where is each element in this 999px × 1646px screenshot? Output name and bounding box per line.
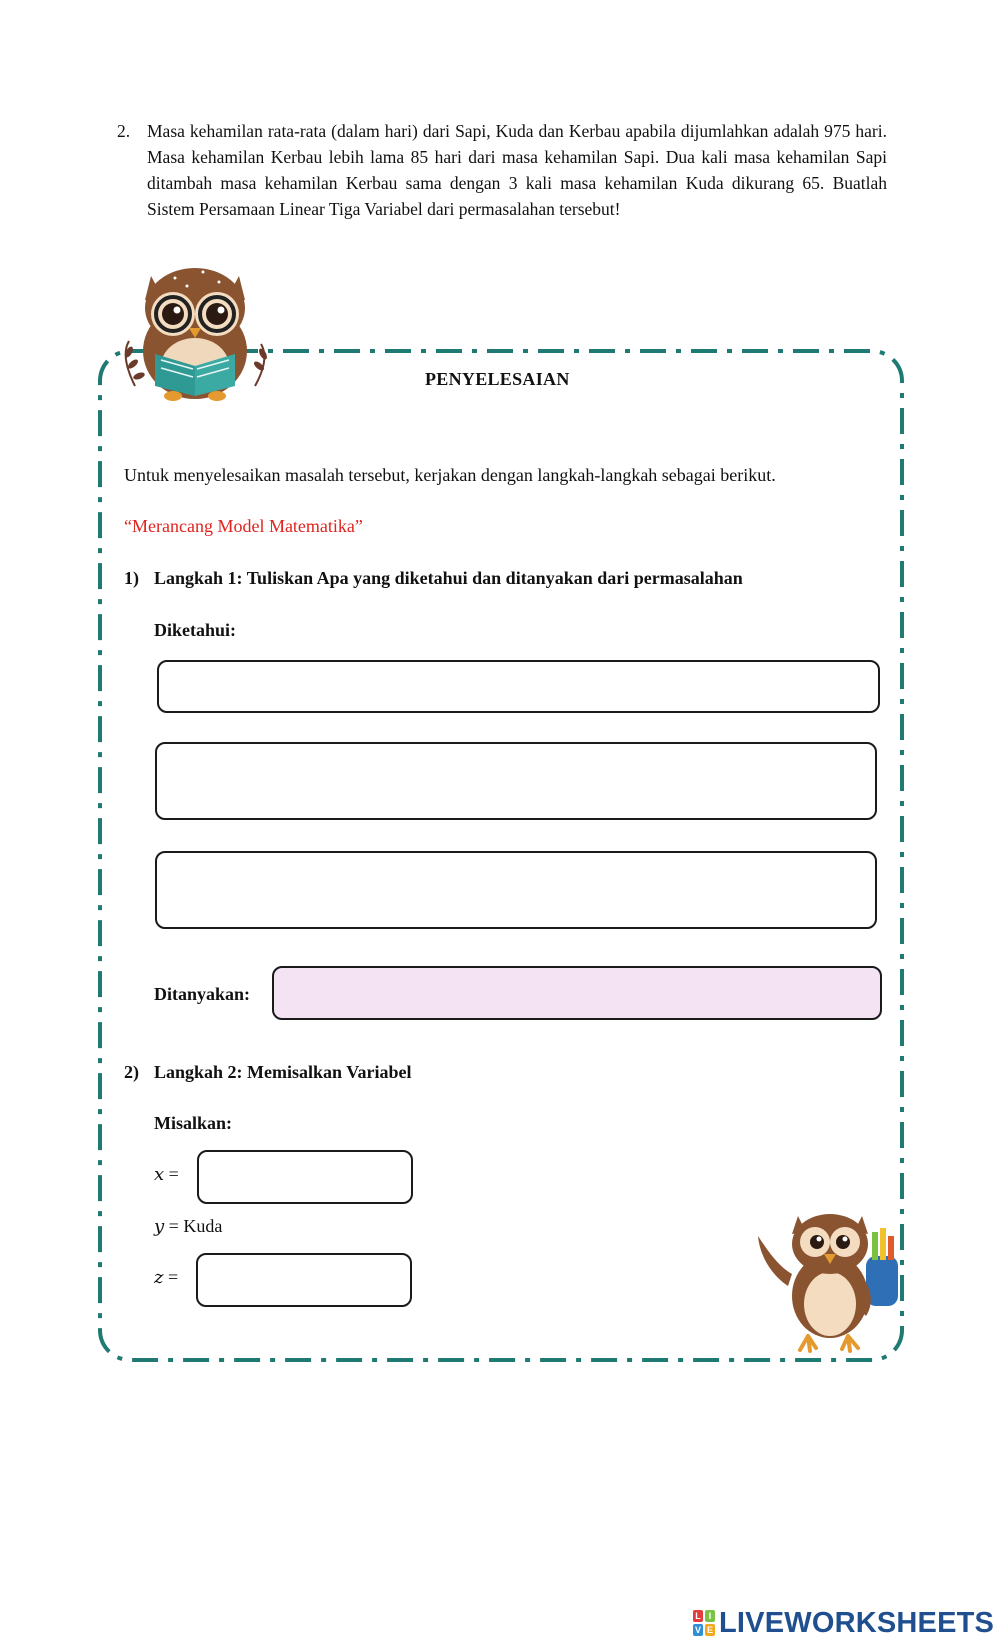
asked-input[interactable] xyxy=(272,966,882,1020)
asked-label: Ditanyakan: xyxy=(154,984,251,1004)
variable-x-equals: = xyxy=(168,1164,179,1184)
variable-y-row xyxy=(154,1216,222,1237)
problem-text: Masa kehamilan rata-rata (dalam hari) dari Sapi, Kuda dan Kerbau apabila dijumlahkan adalah 975 hari. Masa kehamilan Kerbau lebih lama 85 hari dari masa kehamilan Sapi. Dua kali masa kehamilan Sapi ditambah masa kehamilan Kerbau sama dengan 3 kali masa kehamilan Kuda dikurang 65. Buatlah Sistem Persamaan Linear Tiga Variabel dari permasalahan tersebut! xyxy=(147,121,887,219)
variable-z-input[interactable] xyxy=(196,1253,412,1307)
step-1-number: 1) xyxy=(124,568,139,588)
model-subtitle: “Merancang Model Matematika” xyxy=(124,516,363,536)
solution-title: PENYELESAIAN xyxy=(425,369,570,389)
problem-statement xyxy=(117,118,887,222)
owl-backpack-icon xyxy=(748,1196,908,1356)
variable-y-equals: = xyxy=(168,1216,179,1236)
variable-x-symbol: x xyxy=(154,1164,165,1185)
step-1-heading xyxy=(124,568,743,589)
known-label: Diketahui: xyxy=(154,620,237,640)
step-2-heading xyxy=(124,1062,412,1083)
let-label: Misalkan: xyxy=(154,1113,233,1133)
variable-x-input[interactable] xyxy=(197,1150,413,1204)
step-1-label: Langkah 1: Tuliskan Apa yang diketahui dan ditanyakan dari permasalahan xyxy=(154,568,743,588)
liveworksheets-logo xyxy=(693,1606,994,1640)
known-input-1[interactable] xyxy=(157,660,880,713)
known-input-3[interactable] xyxy=(155,851,877,929)
variable-z-row xyxy=(154,1267,178,1288)
variable-z-equals: = xyxy=(167,1267,179,1287)
variable-z-symbol: z xyxy=(154,1267,164,1288)
step-2-number: 2) xyxy=(124,1062,139,1082)
liveworksheets-logo-icon: L I V E xyxy=(694,1611,713,1635)
problem-number: 2. xyxy=(117,121,131,141)
variable-y-value: Kuda xyxy=(183,1216,223,1236)
step-2-label: Langkah 2: Memisalkan Variabel xyxy=(154,1062,412,1082)
solution-intro: Untuk menyelesaikan masalah tersebut, kerjakan dengan langkah-langkah sebagai berikut. xyxy=(124,465,776,485)
variable-x-row xyxy=(154,1164,179,1185)
liveworksheets-logo-text: LIVEWORKSHEETS xyxy=(719,1606,995,1639)
owl-reading-book-icon xyxy=(115,256,275,416)
variable-y-symbol: y xyxy=(154,1216,165,1237)
known-input-2[interactable] xyxy=(155,742,877,820)
